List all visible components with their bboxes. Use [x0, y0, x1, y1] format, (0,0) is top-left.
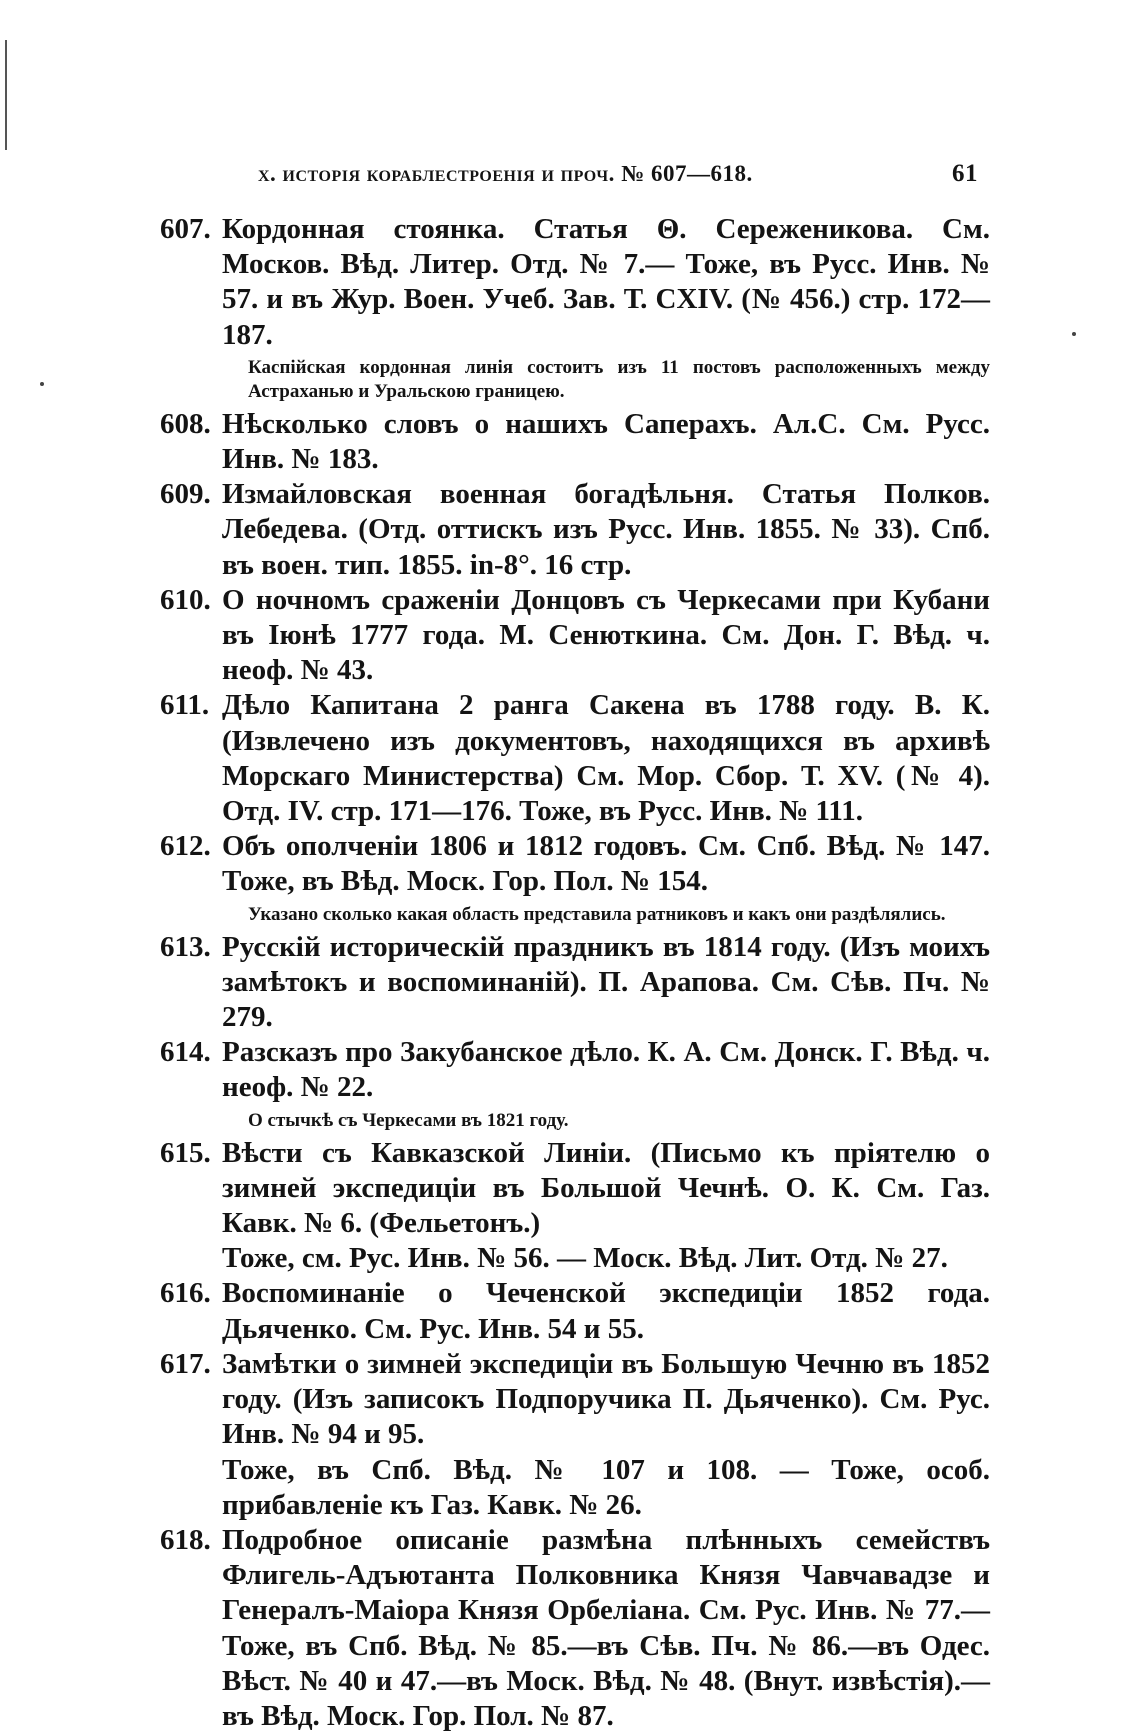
entry-610	[160, 583, 990, 689]
entry-number: 617.	[160, 1347, 211, 1380]
entry-text: Измайловская военная богадѣльня. Статья Полков. Лебедева. (Отд. оттискъ изъ Русс. Инв. 1855. № 33). Спб. въ воен. тип. 1855. in-8°. 16 стр.	[222, 478, 990, 581]
entry-612	[160, 829, 990, 899]
entry-618	[160, 1523, 990, 1734]
page-number: 61	[952, 160, 978, 187]
entry-note: О стычкѣ съ Черкесами въ 1821 году.	[248, 1109, 569, 1131]
entry-number: 608.	[160, 407, 211, 440]
entry-text: Дѣло Капитана 2 ранга Сакена въ 1788 году. В. К. (Извлечено изъ документовъ, находящихся въ архивѣ Морскаго Министерства) См. Мор. Сбор. Т. XV. (№ 4). Отд. IV. стр. 171—176. Тоже, въ Русс. Инв. № 111.	[222, 689, 990, 828]
entry-number: 607.	[160, 213, 211, 245]
entry-text: Вѣсти съ Кавказской Линіи. (Письмо къ пріятелю о зимней экспедиціи въ Большой Чечнѣ. О. К. См. Газ. Кавк. № 6. (Фельетонъ.)	[222, 1136, 990, 1240]
entry-text: Нѣсколько словъ о нашихъ Саперахъ. Ал.С. См. Русс. Инв. № 183.	[222, 407, 990, 476]
entry-continuation: Тоже, въ Спб. Вѣд. № 107 и 108. — Тоже, особ. прибавленіе къ Газ. Кавк. № 26.	[222, 1453, 990, 1521]
entry-614	[160, 1035, 990, 1105]
entry-615	[160, 1136, 990, 1242]
entry-text: Замѣтки о зимней экспедиціи въ Большую Чечню въ 1852 году. (Изъ записокъ Подпоручика П. Дьяченко). См. Рус. Инв. № 94 и 95.	[222, 1347, 990, 1451]
entry-number: 615.	[160, 1136, 211, 1169]
entry-number: 616.	[160, 1277, 211, 1310]
entry-text: Подробное описаніе размѣна плѣнныхъ семействъ Флигель-Адъютанта Полковника Князя Чавчавадзе и Генералъ-Маіора Князя Орбеліана. См. Рус. Инв. № 77.—Тоже, въ Спб. Вѣд. № 85.—въ Сѣв. Пч. № 86.—въ Одес. Вѣст. № 40 и 47.—въ Моск. Вѣд. № 48. (Внут. извѣстія).—въ Вѣд. Моск. Гор. Пол. № 87.	[222, 1523, 990, 1732]
entry-616	[160, 1276, 990, 1346]
entry-608	[160, 407, 990, 477]
entry-text: Воспоминаніе о Чеченской экспедиціи 1852 года. Дьяченко. См. Рус. Инв. 54 и 55.	[222, 1277, 990, 1345]
header-title: х. исторія кораблестроенія и проч. № 607—618.	[258, 161, 753, 186]
entry-text: Разсказъ про Закубанское дѣло. К. А. См. Донск. Г. Вѣд. ч. неоф. № 22.	[222, 1036, 990, 1104]
entry-note: Указано сколько какая область представила ратниковъ и какъ они раздѣлялись.	[248, 903, 946, 925]
entry-number: 610.	[160, 583, 211, 616]
entry-609	[160, 477, 990, 583]
scan-dot-mark	[40, 382, 44, 386]
scan-dot-mark	[1072, 332, 1076, 336]
entry-607	[160, 212, 990, 353]
entry-number: 613.	[160, 930, 211, 963]
running-header	[258, 160, 978, 188]
entry-number: 614.	[160, 1036, 211, 1069]
entry-number: 618.	[160, 1523, 211, 1556]
entry-number: 609.	[160, 478, 211, 511]
entry-text: Русскій историческій праздникъ въ 1814 году. (Изъ моихъ замѣтокъ и воспоминаній). П. Арапова. См. Сѣв. Пч. № 279.	[222, 930, 990, 1034]
entry-613	[160, 930, 990, 1036]
scan-edge-mark	[5, 40, 7, 150]
entry-617	[160, 1347, 990, 1453]
entry-note: Каспійская кордонная линія состоитъ изъ 11 постовъ расположенныхъ между Астраханью и Уральскою границею.	[248, 356, 990, 402]
entry-text: О ночномъ сраженіи Донцовъ съ Черкесами при Кубани въ Іюнѣ 1777 года. М. Сенюткина. См. Дон. Г. Вѣд. ч. неоф. № 43.	[222, 583, 990, 687]
entry-text: Объ ополченіи 1806 и 1812 годовъ. См. Спб. Вѣд. № 147. Тоже, въ Вѣд. Моск. Гор. Пол. № 154.	[222, 830, 990, 898]
entry-text: Кордонная стоянка. Статья Θ. Сереженикова. См. Москов. Вѣд. Литер. Отд. № 7.— Тоже, въ Русс. Инв. № 57. и въ Жур. Воен. Учеб. Зав. Т. CXIV. (№ 456.) стр. 172—187.	[222, 213, 990, 351]
entry-number: 611.	[160, 689, 210, 722]
entry-number: 612.	[160, 830, 211, 863]
entry-611	[160, 688, 990, 829]
entries-list	[160, 212, 990, 1734]
entry-continuation: Тоже, см. Рус. Инв. № 56. — Моск. Вѣд. Лит. Отд. № 27.	[222, 1242, 948, 1275]
